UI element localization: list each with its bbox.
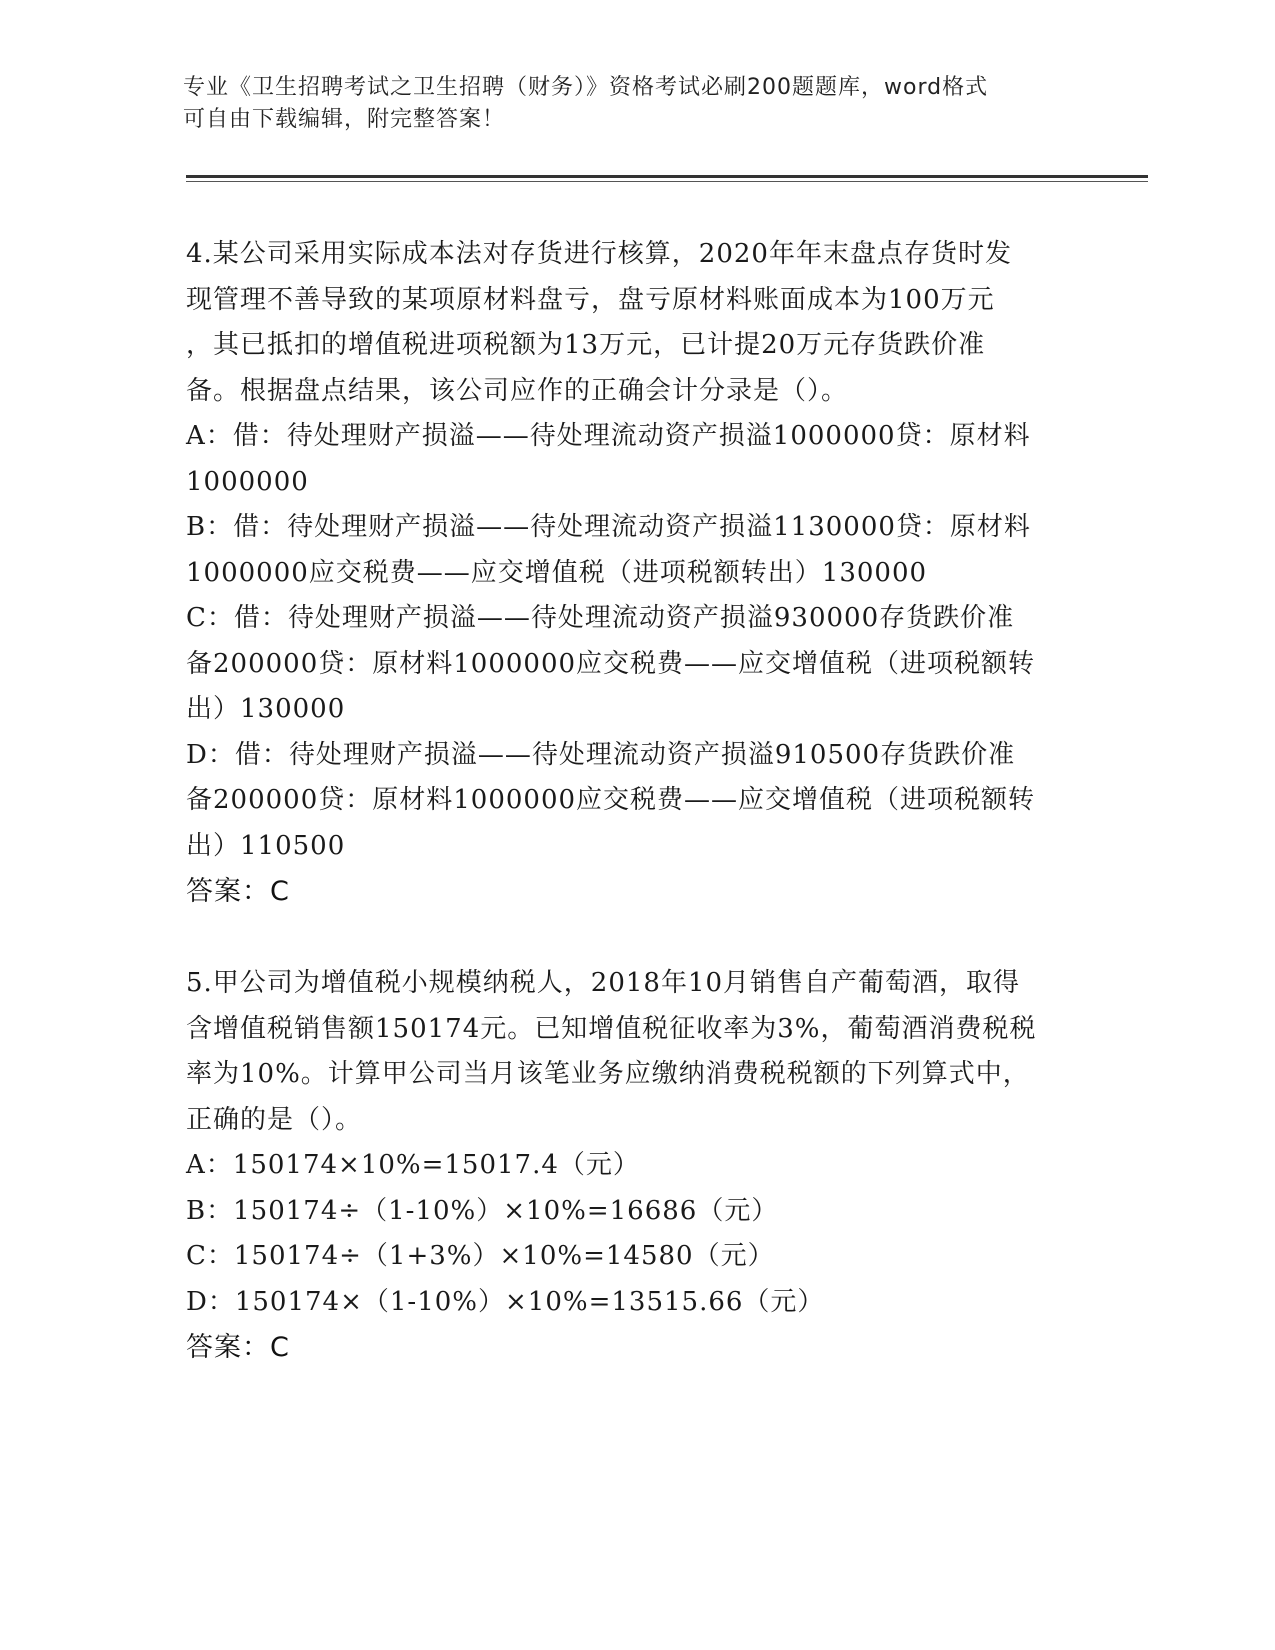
question-text-line: 率为10%。计算甲公司当月该笔业务应缴纳消费税税额的下列算式中，	[186, 1059, 1030, 1089]
question-text-line: 含增值税销售额150174元。已知增值税征收率为3%，葡萄酒消费税税	[186, 1013, 1037, 1044]
option-c-line: 出）130000	[186, 694, 346, 724]
question-4	[186, 232, 1086, 915]
question-text-line: 备。根据盘点结果，该公司应作的正确会计分录是（）。	[186, 375, 849, 406]
header-divider	[186, 175, 1148, 178]
option-d-line: 出）110500	[186, 830, 346, 861]
option-a-line: 1000000	[186, 466, 309, 497]
header-divider-thin	[186, 181, 1148, 182]
question-text-line: ，其已抵扣的增值税进项税额为13万元，已计提20万元存货跌价准	[186, 330, 986, 360]
answer-label: 答案：C	[186, 1332, 290, 1363]
answer-label: 答案：C	[186, 876, 290, 907]
header-line: 专业《卫生招聘考试之卫生招聘（财务）》资格考试必刷200题题库，word格式	[183, 75, 989, 100]
question-text-line: 现管理不善导致的某项原材料盘亏，盘亏原材料账面成本为100万元	[186, 284, 995, 315]
question-text-line: 4.某公司采用实际成本法对存货进行核算，2020年年末盘点存货时发	[186, 239, 1012, 269]
option-a-line: A：150174×10%=15017.4（元）	[186, 1150, 640, 1180]
option-d-line: D：150174×（1-10%）×10%=13515.66（元）	[186, 1286, 825, 1317]
document-header	[183, 72, 1063, 136]
option-b-line: B：150174÷（1-10%）×10%=16686（元）	[186, 1195, 779, 1226]
header-line: 可自由下载编辑，附完整答案！	[183, 107, 506, 132]
option-a-line: A：借：待处理财产损溢——待处理流动资产损溢1000000贷：原材料	[186, 421, 1031, 451]
option-b-line: B：借：待处理财产损溢——待处理流动资产损溢1130000贷：原材料	[186, 512, 1031, 542]
option-d-line: 备200000贷：原材料1000000应交税费——应交增值税（进项税额转	[186, 785, 1036, 815]
question-text-line: 正确的是（）。	[186, 1104, 363, 1135]
option-c-line: C：150174÷（1+3%）×10%=14580（元）	[186, 1241, 775, 1271]
option-b-line: 1000000应交税费——应交增值税（进项税额转出）130000	[186, 557, 928, 588]
option-c-line: 备200000贷：原材料1000000应交税费——应交增值税（进项税额转	[186, 648, 1036, 679]
option-d-line: D：借：待处理财产损溢——待处理流动资产损溢910500存货跌价准	[186, 739, 1016, 770]
question-text-line: 5.甲公司为增值税小规模纳税人，2018年10月销售自产葡萄酒，取得	[186, 968, 1021, 998]
option-c-line: C：借：待处理财产损溢——待处理流动资产损溢930000存货跌价准	[186, 603, 1015, 633]
question-5	[186, 961, 1086, 1371]
